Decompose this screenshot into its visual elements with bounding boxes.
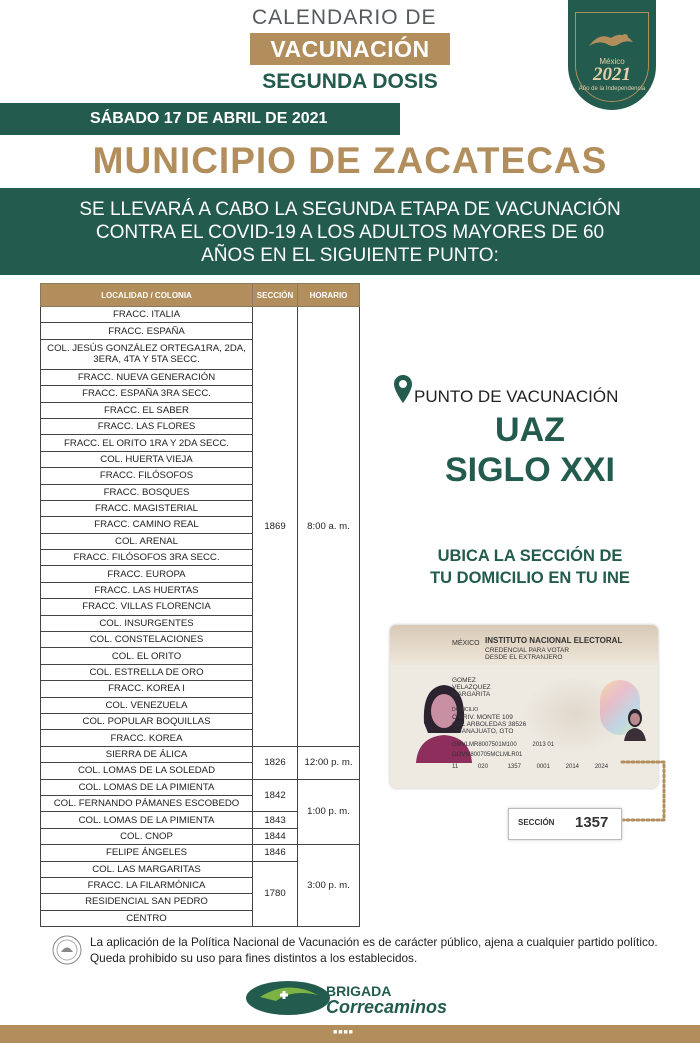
announcement-line: AÑOS EN EL SIGUIENTE PUNTO: (201, 245, 499, 266)
card-cred-line: CREDENCIAL PARA VOTAR (485, 647, 570, 654)
localidad-cell: FRACC. BOSQUES (41, 484, 253, 500)
localidad-cell: FRACC. EL SABER (41, 402, 253, 418)
header-line3: SEGUNDA DOSIS (262, 70, 438, 93)
horario-cell: 1:00 p. m. (298, 779, 360, 845)
header-line1: CALENDARIO DE (252, 6, 437, 29)
localidad-cell: COL. LOMAS DE LA PIMIENTA (41, 779, 253, 795)
localidad-cell: COL. HUERTA VIEJA (41, 451, 253, 467)
table-row (41, 845, 360, 861)
seccion-callout-label: SECCIÓN (518, 818, 555, 827)
card-clave (452, 742, 554, 749)
horario-cell: 12:00 p. m. (298, 746, 360, 779)
venue-name-line1: UAZ (495, 411, 565, 449)
card-address-line: C PRIV. MONTE 109 (452, 714, 513, 721)
horario-cell: 3:00 p. m. (298, 845, 360, 927)
card-address (452, 714, 526, 735)
card-address-label: DOMICILIO (452, 707, 479, 713)
card-municipio: 020 (477, 764, 488, 770)
localidad-cell: FRACC. KOREA I (41, 681, 253, 697)
localidad-cell: FRACC. NUEVA GENERACIÓN (41, 369, 253, 385)
seccion-cell: 1846 (253, 845, 298, 861)
card-cred-line: DESDE EL EXTRANJERO (485, 654, 563, 661)
table-header-row (41, 284, 360, 307)
brand-line2: Correcaminos (326, 997, 448, 1017)
card-name-line: MARGARITA (452, 691, 491, 698)
localidad-cell: FRACC. ESPAÑA 3RA SECC. (41, 386, 253, 402)
schedule-table (40, 283, 359, 927)
card-country: MÉXICO (452, 640, 480, 647)
card-address-line: GUANAJUATO, GTO (452, 728, 514, 735)
venue-name-line2: SIGLO XXI (444, 451, 616, 489)
card-year: 2013 01 (532, 742, 555, 748)
localidad-cell: COL. LOMAS DE LA SOLEDAD (41, 763, 253, 779)
localidad-cell: COL. LOMAS DE LA PIMIENTA (41, 812, 253, 828)
seccion-cell: 1844 (253, 828, 298, 844)
badge-country: México (599, 57, 625, 66)
localidad-cell: FRACC. MAGISTERIAL (41, 500, 253, 516)
localidad-cell: COL. CONSTELACIONES (41, 632, 253, 648)
horario-cell: 8:00 a. m. (298, 307, 360, 747)
badge-motto: Año de la Independencia (578, 86, 646, 92)
localidad-cell: FRACC. ESPAÑA (41, 323, 253, 339)
card-clave-value: GMVLMR8007501M100 (452, 742, 517, 748)
localidad-cell: RESIDENCIAL SAN PEDRO (41, 894, 253, 910)
localidad-cell: FRACC. VILLAS FLORENCIA (41, 599, 253, 615)
localidad-cell: FRACC. FILÓSOFOS 3RA SECC. (41, 550, 253, 566)
announcement-line: SE LLEVARÁ A CABO LA SEGUNDA ETAPA DE VACUNACIÓN (79, 199, 621, 220)
seccion-cell: 1843 (253, 812, 298, 828)
ine-card-example (390, 625, 658, 788)
card-vigencia: 2024 (594, 764, 609, 770)
localidad-cell: COL. VENEZUELA (41, 697, 253, 713)
card-holder-name (452, 677, 491, 698)
card-codes-row (452, 764, 608, 771)
instruction-line1: UBICA LA SECCIÓN DE (437, 547, 623, 565)
seccion-cell: 1780 (253, 861, 298, 927)
localidad-cell: FRACC. LA FILARMÓNICA (41, 877, 253, 893)
seccion-cell: 1869 (253, 307, 298, 747)
localidad-cell: SIERRA DE ÁLICA (41, 746, 253, 762)
seccion-callout-value: 1357 (575, 814, 609, 831)
col-header-localidad: LOCALIDAD / COLONIA (41, 284, 253, 307)
card-curp: GOVM800705MCLMLR01 (452, 752, 523, 758)
card-emision: 2014 (565, 764, 580, 770)
col-header-horario: HORARIO (298, 284, 360, 307)
localidad-cell: COL. JESÚS GONZÁLEZ ORTEGA1RA, 2DA, 3ERA, 4TA Y 5TA SECC. (41, 339, 253, 369)
localidad-cell: COL. CNOP (41, 828, 253, 844)
localidad-cell: CENTRO (41, 910, 253, 926)
mexico-seal-icon (52, 935, 82, 965)
card-name-line: VELAZQUEZ (452, 684, 491, 691)
table-row (41, 746, 360, 762)
table-row (41, 307, 360, 323)
ine-instruction (370, 545, 690, 589)
card-address-line: COL ARBOLEDAS 38526 (452, 721, 527, 728)
localidad-cell: COL. ESTRELLA DE ORO (41, 664, 253, 680)
localidad-cell: COL. EL ORITO (41, 648, 253, 664)
localidad-cell: FELIPE ÁNGELES (41, 845, 253, 861)
seccion-cell: 1842 (253, 779, 298, 812)
announcement-text (30, 198, 670, 267)
localidad-cell: COL. FERNANDO PÁMANES ESCOBEDO (41, 795, 253, 811)
legal-disclaimer: La aplicación de la Política Nacional de Vacunación es de carácter público, ajena a cualquier partido político. Queda prohibido su uso para fines distintos a los establecidos. (90, 935, 658, 965)
localidad-cell: FRACC. LAS FLORES (41, 418, 253, 434)
social-icons: ■■■■ (333, 1029, 354, 1036)
card-seccion: 1357 (507, 764, 521, 770)
seccion-cell: 1826 (253, 746, 298, 779)
card-institute: INSTITUTO NACIONAL ELECTORAL (485, 636, 623, 645)
table-row (41, 779, 360, 795)
card-estado: 11 (452, 764, 459, 770)
location-pin-icon (394, 375, 412, 403)
localidad-cell: FRACC. KOREA (41, 730, 253, 746)
localidad-cell: FRACC. EL ORITO 1RA Y 2DA SECC. (41, 435, 253, 451)
vaccination-point-label: PUNTO DE VACUNACIÓN (414, 387, 619, 406)
localidad-cell: FRACC. ITALIA (41, 307, 253, 323)
announcement-line: CONTRA EL COVID-19 A LOS ADULTOS MAYORES DE 60 (95, 222, 605, 243)
person-thumbnail-icon (622, 705, 648, 741)
localidad-cell: FRACC. CAMINO REAL (41, 517, 253, 533)
event-date: SÁBADO 17 DE ABRIL DE 2021 (90, 110, 328, 127)
localidad-cell: FRACC. FILÓSOFOS (41, 468, 253, 484)
header-line2: VACUNACIÓN (270, 36, 430, 62)
vaccination-point-name (380, 410, 680, 490)
card-credential-type (485, 647, 569, 661)
card-localidad: 0001 (536, 764, 550, 770)
col-header-seccion: SECCIÓN (253, 284, 298, 307)
card-name-line: GOMEZ (452, 677, 476, 684)
page-title: MUNICIPIO DE ZACATECAS (92, 140, 608, 181)
dotted-connector (620, 760, 670, 830)
localidad-cell: COL. INSURGENTES (41, 615, 253, 631)
instruction-line2: TU DOMICILIO EN TU INE (430, 569, 630, 587)
localidad-cell: COL. LAS MARGARITAS (41, 861, 253, 877)
localidad-cell: COL. POPULAR BOQUILLAS (41, 713, 253, 729)
brand-line1: BRIGADA (326, 983, 392, 999)
eagle-icon (585, 28, 637, 52)
badge-year: 2021 (593, 64, 631, 85)
localidad-cell: FRACC. LAS HUERTAS (41, 582, 253, 598)
localidad-cell: FRACC. EUROPA (41, 566, 253, 582)
localidad-cell: COL. ARENAL (41, 533, 253, 549)
